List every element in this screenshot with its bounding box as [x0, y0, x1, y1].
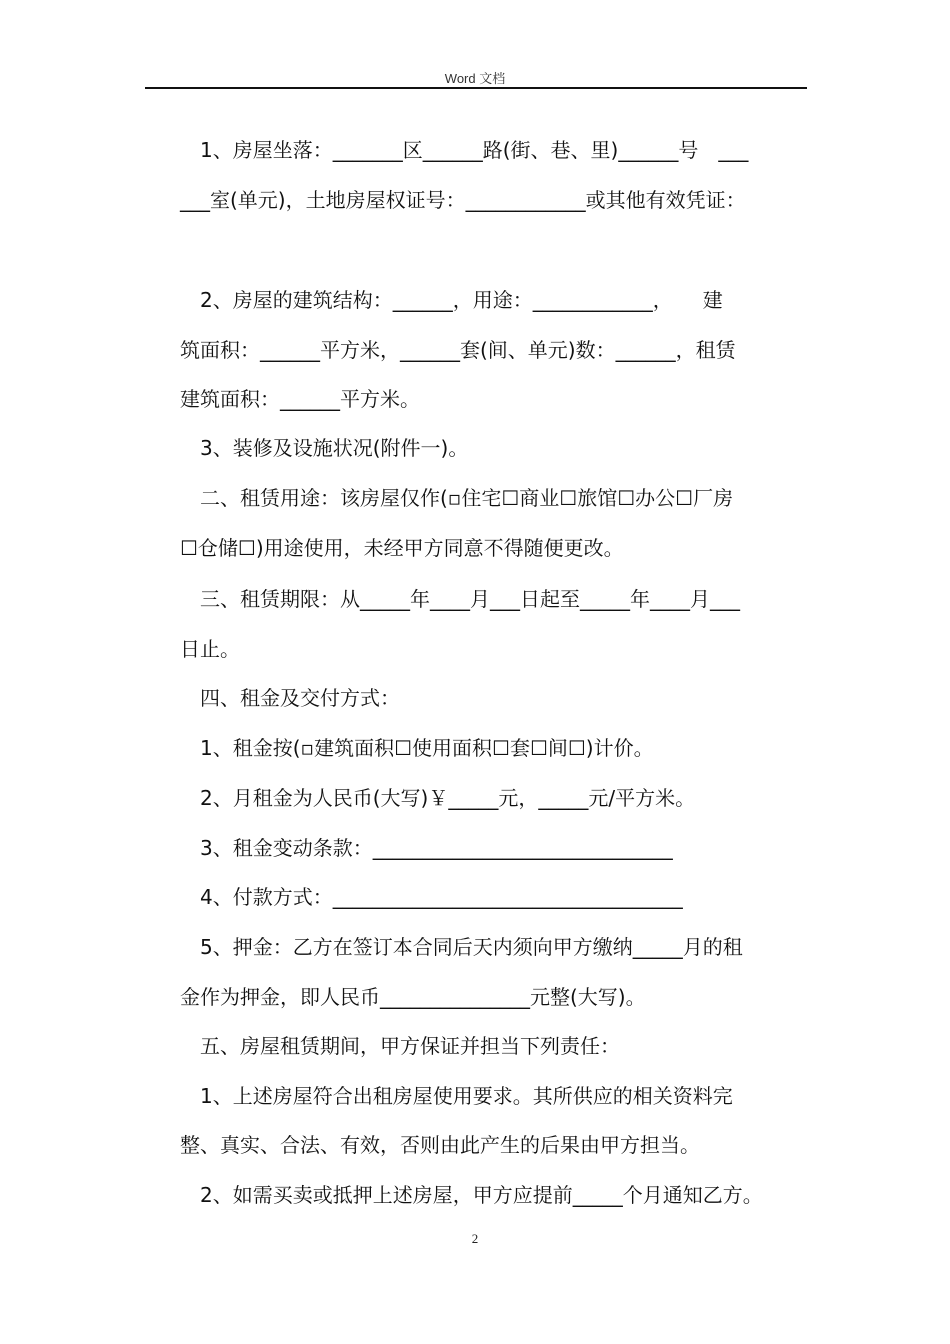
line-lessor-1b: 整、真实、合法、有效，否则由此产生的后果由甲方担当。 — [180, 1133, 700, 1157]
line-rent-basis: 1、租金按(▫建筑面积☐使用面积☐套☐间☐)计价。 — [200, 736, 654, 760]
line-usage-1: 二、租赁用途：该房屋仅作(▫住宅☐商业☐旅馆☐办公☐厂房 — [200, 486, 734, 510]
line-deposit-2: 金作为押金，即人民币_______________元整(大写)。 — [180, 985, 646, 1009]
line-deposit-1: 5、押金：乙方在签订本合同后天内须向甲方缴纳_____月的租 — [200, 935, 743, 959]
header-rule — [145, 87, 807, 89]
line-lessor-2: 2、如需买卖或抵押上述房屋，甲方应提前_____个月通知乙方。 — [200, 1183, 763, 1207]
line-lessor-heading: 五、房屋租赁期间，甲方保证并担当下列责任： — [200, 1034, 620, 1058]
line-decoration: 3、装修及设施状况(附件一)。 — [200, 436, 469, 460]
line-usage-2: ☐仓储☐)用途使用，未经甲方同意不得随便更改。 — [180, 536, 624, 560]
line-term-1: 三、租赁期限：从_____年____月___日起至_____年____月___ — [200, 587, 740, 611]
line-structure-2: 筑面积：______平方米，______套(间、单元)数：______，租赁 — [180, 338, 736, 362]
line-structure-1: 2、房屋的建筑结构：______，用途：____________， 建 — [200, 288, 723, 312]
line-payment-method: 4、付款方式：___________________________________ — [200, 885, 683, 909]
line-location-1: 1、房屋坐落：_______区______路(街、巷、里)______号 ___ — [200, 138, 749, 162]
line-term-2: 日止。 — [180, 637, 240, 661]
header-title: Word 文档 — [444, 71, 506, 86]
page-number: 2 — [471, 1231, 479, 1246]
line-rent-change: 3、租金变动条款：______________________________ — [200, 836, 673, 860]
line-location-2: ___室(单元)，土地房屋权证号：____________或其他有效凭证： — [180, 188, 746, 212]
line-lessor-1a: 1、上述房屋符合出租房屋使用要求。其所供应的相关资料完 — [200, 1084, 733, 1108]
line-rent-monthly: 2、月租金为人民币(大写)￥_____元，_____元/平方米。 — [200, 786, 696, 810]
line-rent-heading: 四、租金及交付方式： — [200, 686, 400, 710]
line-structure-3: 建筑面积：______平方米。 — [180, 387, 420, 411]
